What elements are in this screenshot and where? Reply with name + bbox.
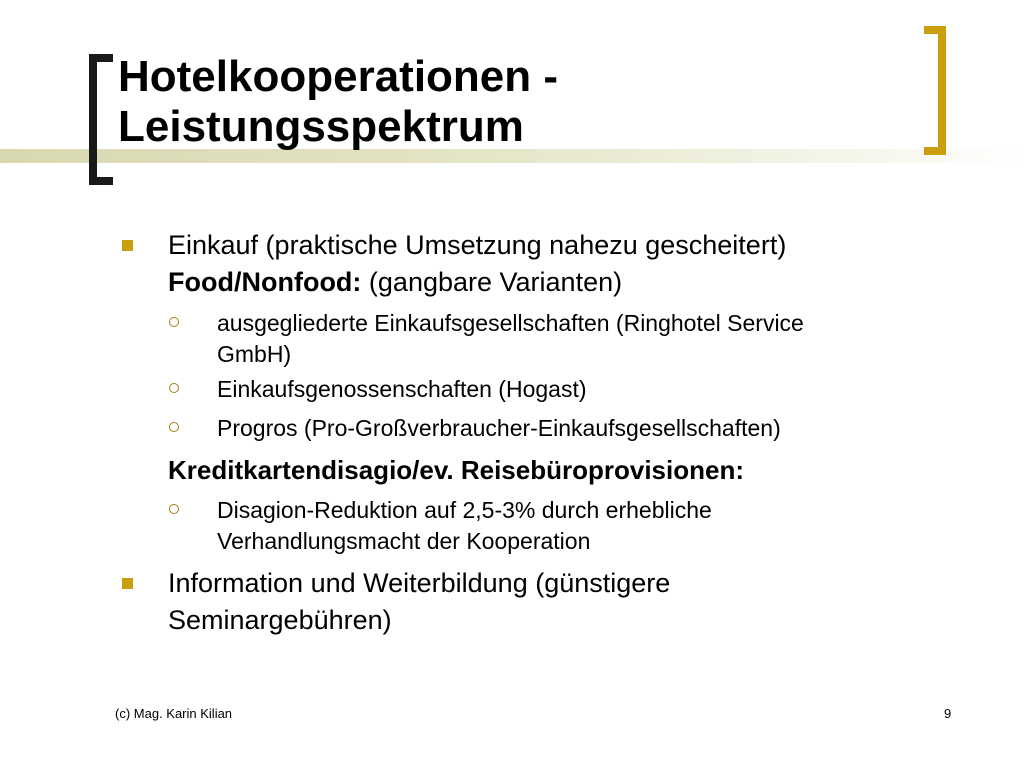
bullet-item-information xyxy=(168,565,968,639)
sub-bullet-text: Einkaufsgenossenschaften (Hogast) xyxy=(217,376,587,402)
bullet-text-line-2 xyxy=(168,264,968,301)
sub-bullet-text-line-2: Verhandlungsmacht der Kooperation xyxy=(217,528,591,554)
slide-title-line-1: Hotelkooperationen - xyxy=(118,52,559,101)
sub-bullet-text: Disagion-Reduktion auf 2,5-3% durch erhebliche xyxy=(217,497,712,523)
bullet-text-line-2: Seminargebühren) xyxy=(168,605,392,635)
bullet-item-einkauf xyxy=(168,227,968,301)
slide-title-line-2: Leistungsspektrum xyxy=(118,102,524,151)
square-bullet-icon xyxy=(122,578,133,589)
footer-author: (c) Mag. Karin Kilian xyxy=(115,706,233,721)
circle-bullet-icon xyxy=(169,317,179,327)
sub-bullet-text: ausgegliederte Einkaufsgesellschaften (Ringhotel Service xyxy=(217,310,804,336)
sub-bullet-text: Progros (Pro-Großverbraucher-Einkaufsgesellschaften) xyxy=(217,415,781,441)
circle-bullet-icon xyxy=(169,383,179,393)
footer-page-number: 9 xyxy=(944,706,952,721)
sub-bullet-item-progros xyxy=(217,413,957,444)
circle-bullet-icon xyxy=(169,422,179,432)
sub-bullet-text-line-2: GmbH) xyxy=(217,341,292,367)
bullet-text: Einkauf (praktische Umsetzung nahezu gescheitert) xyxy=(168,230,787,260)
circle-bullet-icon xyxy=(169,504,179,514)
bullet-text: Information und Weiterbildung (günstigere xyxy=(168,568,671,598)
sub-bullet-item-disagio xyxy=(217,495,957,557)
bullet-text-rest: (gangbare Varianten) xyxy=(361,267,623,297)
bold-label-food-nonfood: Food/Nonfood: xyxy=(168,267,362,297)
sub-bullet-item-einkaufsgesellschaften xyxy=(217,308,957,370)
sub-bullet-item-einkaufsgenossenschaften xyxy=(217,374,957,405)
section-heading-kreditkarten: Kreditkartendisagio/ev. Reisebüroprovisionen: xyxy=(168,455,744,485)
square-bullet-icon xyxy=(122,240,133,251)
